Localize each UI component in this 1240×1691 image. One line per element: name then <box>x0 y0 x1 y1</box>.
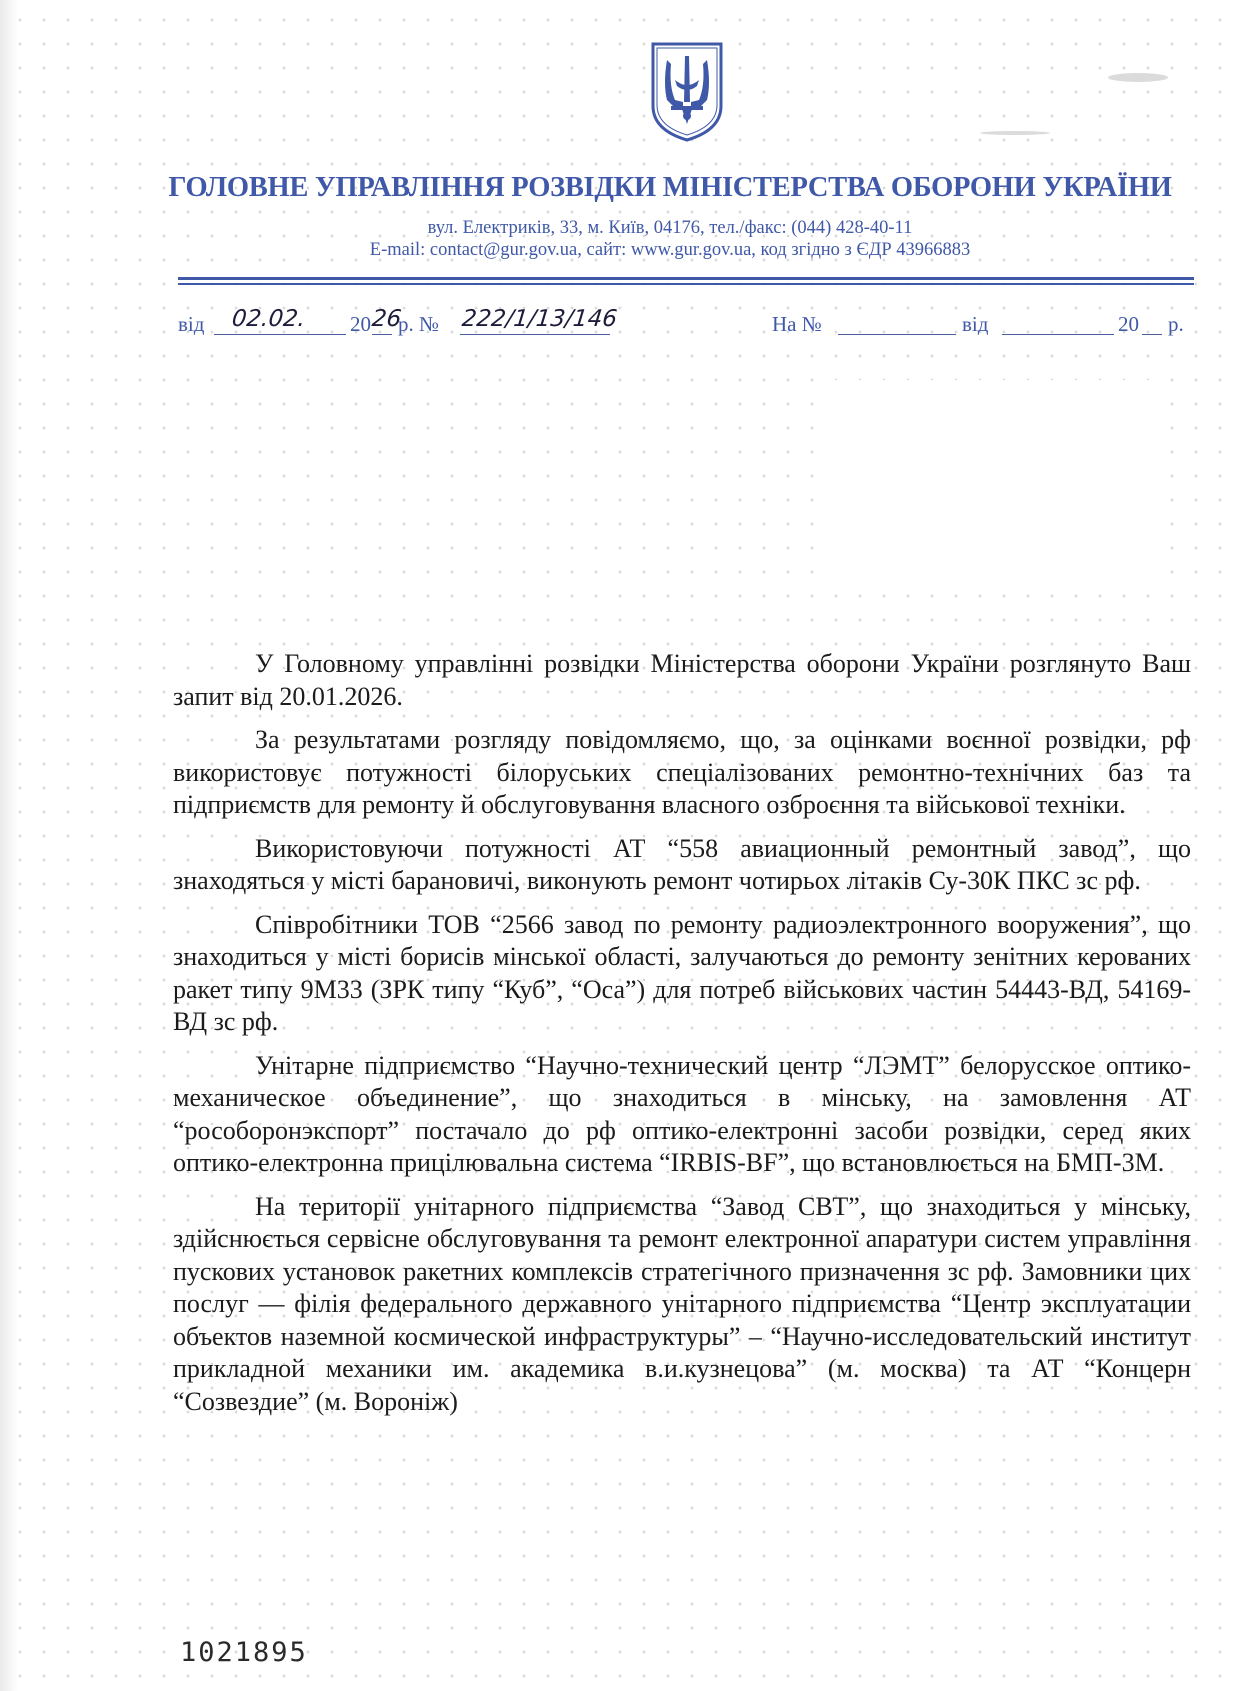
document-number: 1021895 <box>180 1637 308 1668</box>
date-handwritten: 02.02. <box>230 306 307 332</box>
reply-year-suffix: р. <box>1168 312 1184 336</box>
reply-year-prefix: 20 <box>1118 312 1139 336</box>
year-handwritten: 26 <box>370 306 403 332</box>
header-rule-thick <box>178 277 1194 280</box>
paragraph: За результатами розгляду повідомляємо, що, за оцінками воєнної розвідки, рф використовує потужності білоруських спеціалізованих ремонтно-технічних баз та підприємств для ремонту й обслуговування власного озброєння та військової техніки. <box>173 725 1191 819</box>
number-field <box>460 306 619 335</box>
organization-title: ГОЛОВНЕ УПРАВЛІННЯ РОЗВІДКИ МІНІСТЕРСТВА ОБОРОНИ УКРАЇНИ <box>168 172 1172 203</box>
paragraph: Унітарне підприємство “Научно-технический центр “ЛЭМТ” белорусское оптико-механическое объединение”, що знаходиться в мінську, на замовлення АТ “рособоронэкспорт” постачало до рф оптико-електронні засоби розвідки, серед яких оптико-електронна прицілювальна система “IRBIS-BF”, що встановлюється на БМП-3М. <box>173 1050 1191 1177</box>
number-label: р. № <box>398 312 440 336</box>
year-prefix: 20 <box>350 312 371 336</box>
paragraph: Співробітники ТОВ “2566 завод по ремонту радиоэлектронного вооружения”, що знаходиться у місті борисів мінської області, залучаються до ремонту зенітних керованих ракет типу 9М33 (ЗРК типу “Куб”, “Оса”) для потреб військових частин 54443-ВД, 54169-ВД зс рф. <box>173 909 1191 1036</box>
reply-year-blank <box>1142 308 1162 335</box>
page-edge-shadow <box>0 0 18 1691</box>
redacted-addressee-block <box>815 380 1165 580</box>
coat-of-arms-icon <box>647 40 727 144</box>
paragraph: Використовуючи потужності АТ “558 авиационный ремонтный завод”, що знаходяться у місті барановичі, виконують ремонт чотирьох літаків Су-30К ПКС зс рф. <box>173 833 1191 895</box>
scan-smudge <box>1108 73 1168 82</box>
from-label: від <box>178 312 205 336</box>
registration-row <box>178 308 1194 344</box>
reply-date-label: від <box>962 312 989 336</box>
date-field <box>214 308 346 335</box>
address-line: вул. Електриків, 33, м. Київ, 04176, тел./факс: (044) 428-40-11 <box>427 218 913 238</box>
year-field <box>370 306 403 335</box>
paragraph: У Головному управлінні розвідки Міністерства оборони України розглянуто Ваш запит від 20.01.2026. <box>173 649 1191 711</box>
reply-to-label: На № <box>772 312 822 336</box>
contact-line: E-mail: contact@gur.gov.ua, сайт: www.gur.gov.ua, код згідно з ЄДР 43966883 <box>369 240 971 260</box>
scan-smudge <box>980 131 1050 135</box>
reply-number-blank <box>838 308 956 335</box>
reply-date-blank <box>1002 308 1114 335</box>
letter-body <box>173 648 1191 1429</box>
header-rule-thin <box>178 283 1194 285</box>
number-handwritten: 222/1/13/146 <box>460 306 619 332</box>
paragraph: На території унітарного підприємства “Завод СВТ”, що знаходиться у мінську, здійснюється сервісне обслуговування та ремонт електронної апаратури систем управління пускових установок ракетних комплексів стратегічного призначення зс рф. Замовники цих послуг — філія федерального державного унітарного підприємства “Центр эксплуатации объектов наземной космической инфраструктуры” – “Научно-исследовательский институт прикладной механики им. академика в.и.кузнецова” (м. москва) та АТ “Концерн “Созвездие” (м. Воронiж) <box>173 1191 1191 1416</box>
